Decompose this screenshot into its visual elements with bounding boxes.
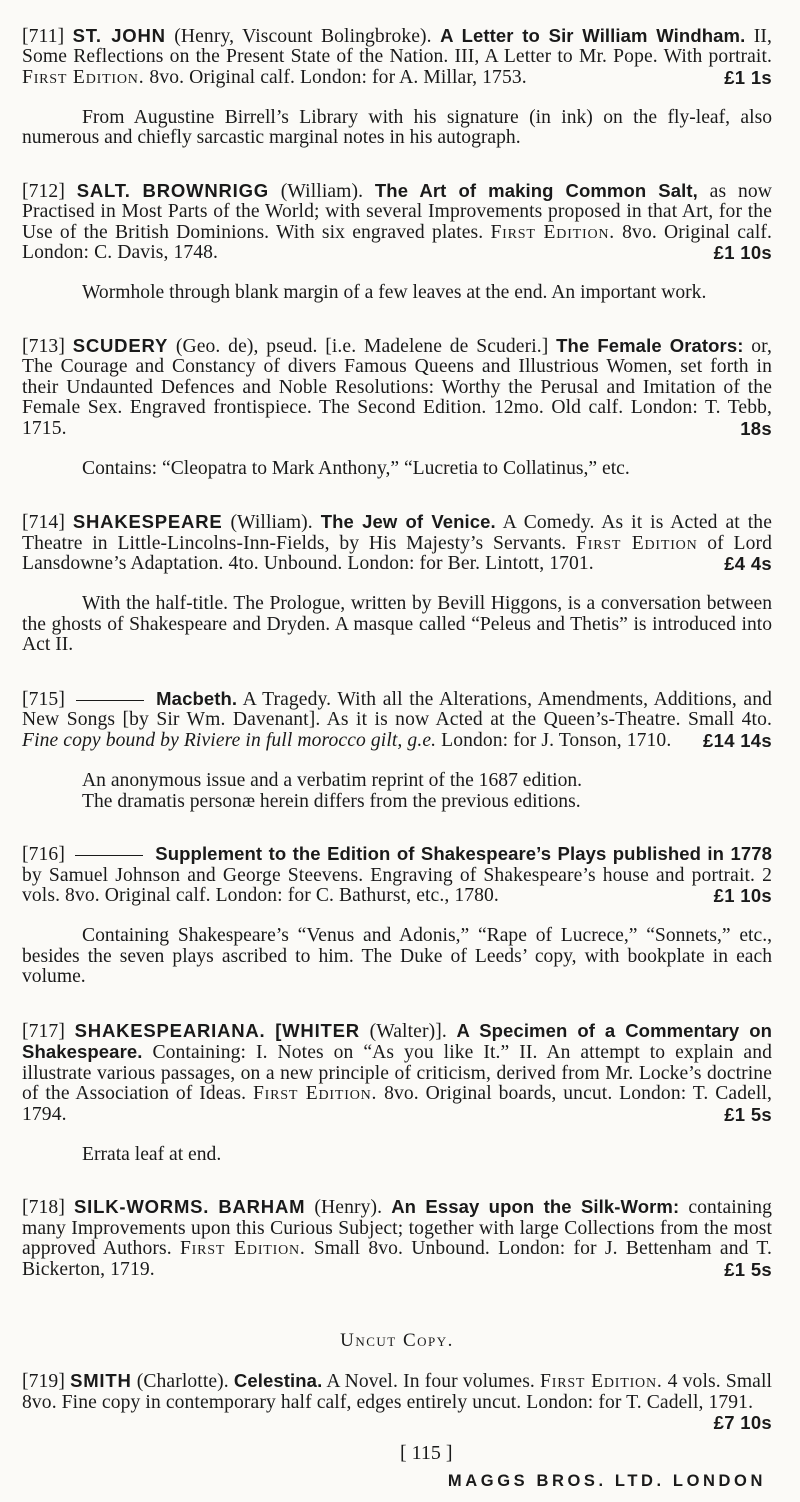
- book-title: A Specimen of a Commentary on Shakespeare.: [22, 1019, 773, 1063]
- entry-note: The dramatis personæ herein differs from the previous editions.: [82, 790, 581, 812]
- entry-heading: [22, 689, 772, 752]
- author-name: [WHITER: [275, 1019, 360, 1041]
- section-heading: Uncut Copy.: [340, 1329, 454, 1351]
- book-title: Macbeth.: [156, 687, 238, 709]
- imprint: 4 vols. Small 8vo. Fine copy in contemporary half calf, edges entirely uncut. London: for T. Cadell, 1791.: [22, 1371, 773, 1413]
- lot-number: [712]: [22, 180, 65, 202]
- author-detail: (Henry, Viscount Bolingbroke).: [174, 25, 432, 47]
- lot-number: [715]: [22, 688, 65, 710]
- price: £14 14s: [703, 729, 772, 751]
- entry-note: Containing Shakespeare’s “Venus and Adonis,” “Rape of Lucrece,” “Sonnets,” etc., besides the seven plays ascribed to him. The Duke of Leeds’ copy, with bookplate in each volume.: [22, 925, 772, 988]
- book-description: A Tragedy. With all the Alterations, Amendments, Additions, and New Songs [by Sir Wm. Davenant]. As it is now Acted at the Queen’s-Theatre. Small 4to.: [22, 688, 773, 731]
- entry-heading: [22, 26, 772, 89]
- author-detail: (William).: [230, 512, 313, 534]
- price: 18s: [740, 417, 772, 439]
- catalogue-entry-712: [22, 181, 772, 304]
- author-name: ST. JOHN: [72, 24, 166, 46]
- subject-heading: SILK-WORMS.: [74, 1196, 210, 1218]
- entry-heading: [22, 1370, 773, 1434]
- price: £1 5s: [724, 1103, 772, 1125]
- imprint: London: for J. Tonson, 1710.: [441, 729, 672, 751]
- entry-note: With the half-title. The Prologue, written by Bevill Higgons, is a conversation between the ghosts of Shakespeare and Dryden. A masque called “Peleus and Thetis” is introduced into Act II.: [22, 593, 772, 656]
- author-name: BARHAM: [218, 1196, 306, 1218]
- book-description: by Samuel Johnson and George Steevens. Engraving of Shakespeare’s house and portrait. 2 vols. 8vo. Original calf. London: for C. Bathurst, etc., 1780.: [22, 864, 772, 907]
- author-name: SMITH: [70, 1370, 132, 1392]
- author-detail: (Geo. de), pseud. [i.e. Madelene de Scuderi.]: [175, 335, 549, 357]
- subject-heading: SHAKESPEARIANA.: [74, 1019, 266, 1041]
- author-name: SCUDERY: [72, 334, 169, 356]
- price: £1 10s: [713, 885, 772, 907]
- page-number: [ 115 ]: [400, 1441, 453, 1464]
- entry-heading: [22, 181, 772, 264]
- price: £4 4s: [724, 553, 772, 575]
- price: £1 5s: [724, 1258, 772, 1280]
- entry-note: Wormhole through blank margin of a few leaves at the end. An important work.: [82, 282, 707, 304]
- author-detail: (Henry).: [314, 1197, 383, 1219]
- edition-label: First Edition.: [252, 1083, 378, 1105]
- author-name: SHAKESPEARE: [72, 511, 223, 533]
- lot-number: [717]: [22, 1020, 65, 1042]
- book-title: The Art of making Common Salt,: [374, 179, 698, 201]
- entry-heading: [22, 512, 772, 575]
- page-footer: [22, 1442, 772, 1502]
- ditto-dash: [76, 700, 144, 701]
- catalogue-entry-717: [22, 1021, 772, 1166]
- entry-heading: [22, 1197, 772, 1280]
- entry-note: Errata leaf at end.: [82, 1143, 222, 1165]
- book-title: Supplement to the Edition of Shakespeare’s Plays published in 1778: [155, 843, 773, 865]
- entry-note: An anonymous issue and a verbatim reprint of the 1687 edition.: [82, 770, 583, 792]
- binding-note: Fine copy bound by Riviere in full morocco gilt, g.e.: [22, 729, 437, 751]
- book-description: A Comedy. As it is Acted at the Theatre in Little-Lincolns-Inn-Fields, by His Majesty’s Servants.: [22, 512, 772, 554]
- entry-heading: [22, 336, 772, 440]
- book-title: A Letter to Sir William Windham.: [440, 24, 746, 46]
- edition-label: First Edition.: [22, 66, 145, 88]
- book-description: II, Some Reflections on the Present State of the Nation. III, A Letter to Mr. Pope. With portrait.: [22, 25, 773, 68]
- lot-number: [716]: [22, 844, 65, 866]
- catalogue-entry-716: [22, 844, 772, 988]
- edition-label: First Edition: [576, 532, 698, 554]
- lot-number: [713]: [22, 335, 65, 357]
- catalogue-entry-711: [22, 26, 772, 149]
- catalogue-entry-714: [22, 512, 772, 656]
- lot-number: [714]: [22, 512, 65, 534]
- catalogue-entry-715: [22, 689, 772, 812]
- edition-label: First Edition.: [540, 1371, 663, 1393]
- entry-heading: [22, 1021, 772, 1126]
- lot-number: [719]: [22, 1371, 65, 1393]
- entry-note: From Augustine Birrell’s Library with his signature (in ink) on the fly-leaf, also numerous and chiefly sarcastic marginal notes in his autograph.: [22, 106, 772, 149]
- lot-number: [718]: [22, 1197, 65, 1219]
- book-description: Containing: I. Notes on “As you like It.” II. An attempt to explain and illustrate various passages, on a new principle of criticism, derived from Mr. Locke’s doctrine of the Association of Ideas.: [22, 1042, 772, 1105]
- imprint: 8vo. Original boards, uncut. London: T. Cadell, 1794.: [22, 1083, 772, 1125]
- book-description: or, The Courage and Constancy of divers Famous Queens and Illustrious Women, set forth in their Undaunted Defences and Noble Resolutions: Worthy the Perusal and Imitation of the Female Sex. Engraved frontispiece. The Second Edition. 12mo. Old calf. London: T. Tebb, 1715.: [22, 335, 773, 439]
- book-title: An Essay upon the Silk-Worm:: [391, 1196, 680, 1218]
- book-description: as now Practised in Most Parts of the World; with several Improvements proposed in that Art, for the Use of the British Dominions. With six engraved plates.: [22, 180, 772, 243]
- book-title: Celestina.: [233, 1370, 323, 1392]
- imprint: 8vo. Original calf. London: C. Davis, 1748.: [22, 221, 773, 264]
- catalogue-entry-713: [22, 336, 772, 480]
- imprint: 8vo. Original calf. London: for A. Millar, 1753.: [149, 66, 527, 88]
- subject-heading: SALT.: [76, 179, 131, 201]
- price: £1 10s: [713, 242, 772, 264]
- edition-label: First Edition.: [179, 1238, 306, 1260]
- entry-heading: [22, 844, 772, 907]
- catalogue-entry-719: [22, 1371, 772, 1434]
- book-title: The Jew of Venice.: [320, 511, 496, 533]
- entry-note: Contains: “Cleopatra to Mark Anthony,” “Lucretia to Collatinus,” etc.: [82, 457, 630, 479]
- book-description: A Novel. In four volumes.: [326, 1371, 535, 1393]
- edition-label: First Edition.: [490, 221, 615, 243]
- imprint: of Lord Lansdowne’s Adaptation. 4to. Unbound. London: for Ber. Lintott, 1701.: [22, 532, 772, 575]
- author-detail: (Charlotte).: [136, 1371, 229, 1393]
- catalogue-entry-718: [22, 1197, 772, 1300]
- author-name: BROWNRIGG: [142, 179, 269, 201]
- author-detail: (William).: [280, 180, 364, 202]
- author-detail: (Walter)].: [369, 1020, 447, 1042]
- lot-number: [711]: [22, 25, 65, 47]
- book-title: The Female Orators:: [556, 334, 744, 356]
- ditto-dash: [75, 855, 143, 856]
- publisher-imprint: MAGGS BROS. LTD. LONDON: [447, 1471, 766, 1490]
- price: £1 1s: [724, 66, 772, 88]
- imprint: Small 8vo. Unbound. London: for J. Bettenham and T. Bickerton, 1719.: [22, 1238, 772, 1280]
- price: £7 10s: [713, 1412, 772, 1434]
- book-description: containing many Improvements upon this Curious Subject; together with large Collections from the most approved Authors.: [22, 1197, 773, 1260]
